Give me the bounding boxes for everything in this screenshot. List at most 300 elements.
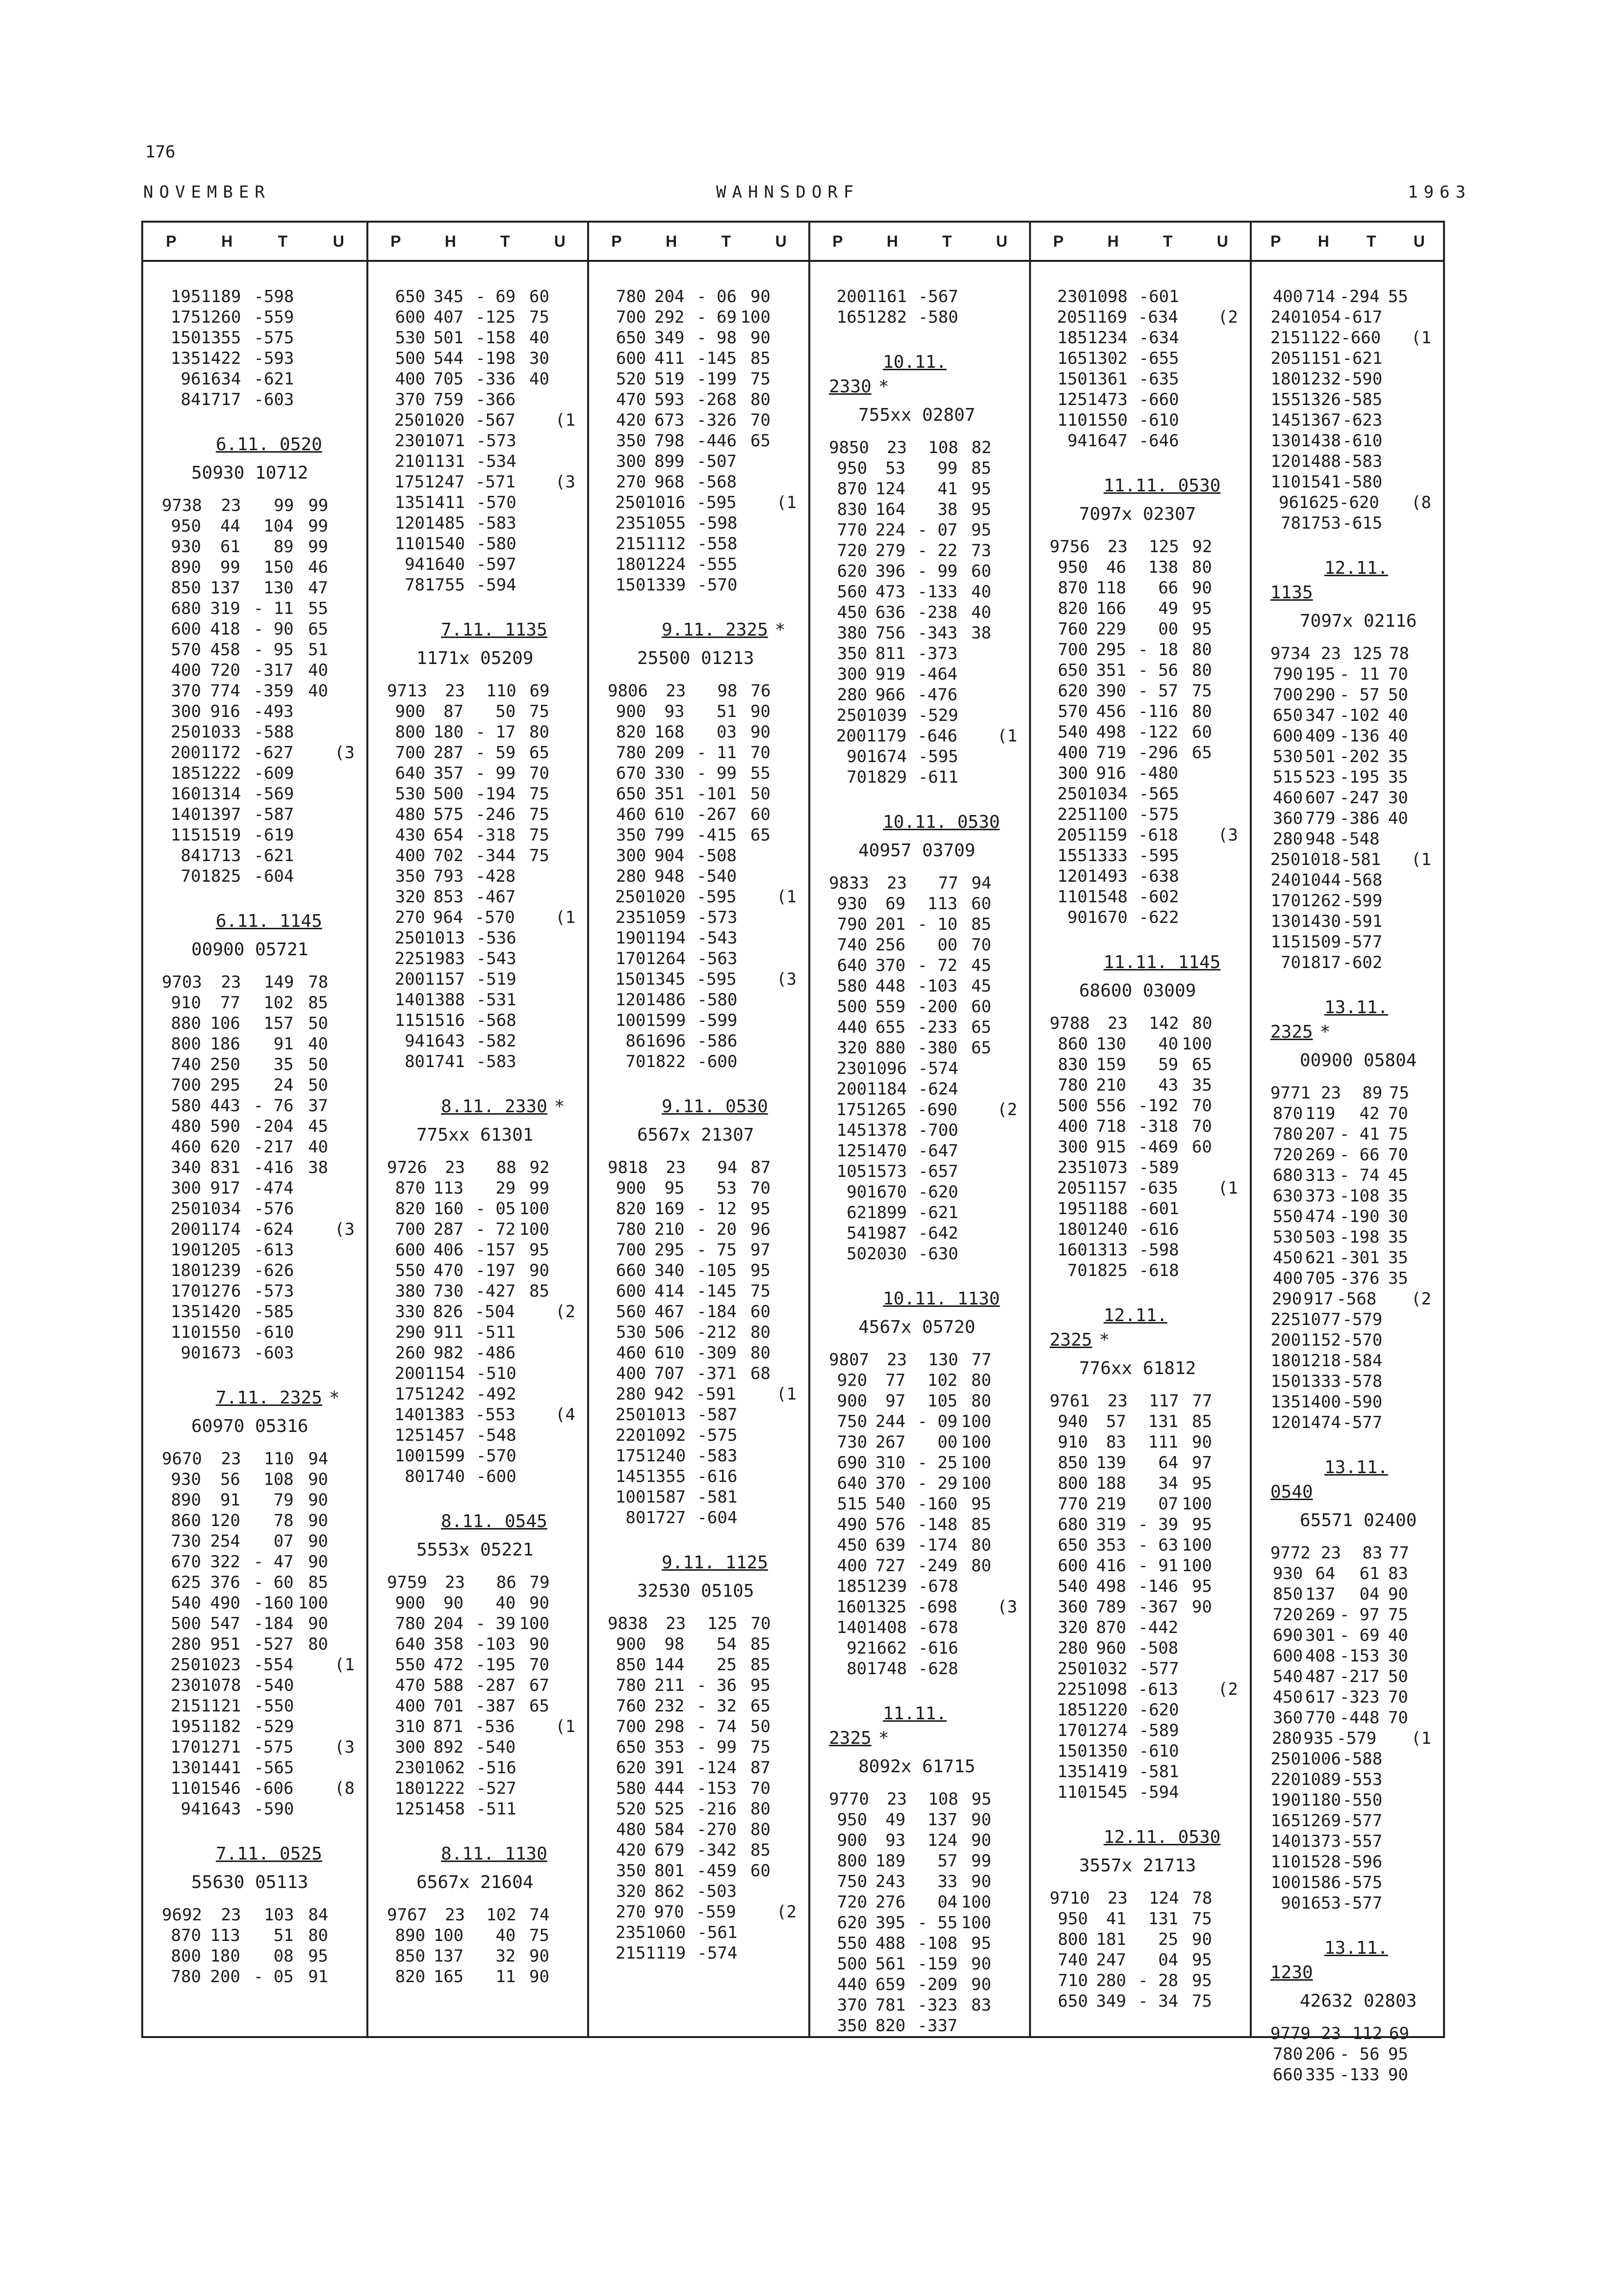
table-cell [1409,1392,1431,1412]
table-cell: 150 [171,328,201,348]
table-cell: -630 [918,1244,958,1264]
table-cell: 1516 [425,1011,465,1030]
table-cell: -428 [475,867,516,886]
table-cell [549,1240,575,1260]
table-cell: 756 [875,623,906,643]
sounding-heading [829,1702,1017,1751]
table-cell: - 99 [917,561,958,581]
table-row [1270,1831,1431,1852]
table-row [608,1634,797,1655]
table-cell [991,1017,1017,1038]
table-cell [1178,825,1211,845]
table-row [829,1556,1017,1576]
table-row [387,1593,575,1613]
table-cell: 373 [1305,1186,1336,1206]
table-cell: 610 [654,805,685,824]
table-cell: 104 [263,516,294,536]
table-cell [991,1432,1017,1453]
table-cell: 298 [654,1717,685,1736]
table-cell: 1422 [201,349,241,368]
table-cell: 720 [1272,1145,1303,1165]
table-cell: -647 [918,1141,958,1161]
table-cell: -153 [1339,1646,1380,1666]
table-cell: -124 [696,1758,737,1778]
column-header-label: H [1317,232,1329,250]
table-cell [771,1613,797,1634]
table-cell [1408,1563,1431,1584]
table-row [608,369,797,389]
table-cell: 65 [1192,743,1212,763]
table-cell: -387 [475,1696,516,1716]
table-cell: 51 [717,702,737,721]
table-cell [1382,1309,1409,1330]
table-row [387,534,575,554]
table-cell [549,1905,575,1925]
table-cell: 150 [615,969,645,989]
table-cell [1212,1556,1238,1576]
table-row [1270,1852,1431,1872]
table-cell: - 72 [475,1220,516,1239]
table-row [162,1925,355,1946]
table-cell: 1159 [1087,825,1128,845]
table-cell: 1271 [201,1737,241,1757]
table-cell [991,1473,1017,1494]
table-row [162,1034,355,1054]
table-cell: 75 [1192,681,1212,701]
table-cell: 95 [308,1946,329,1966]
table-cell: 500 [171,1614,201,1633]
table-row [829,1370,1017,1391]
table-row [829,1913,1017,1933]
table-row [162,1966,355,1987]
table-cell [549,1425,575,1446]
table-cell: 190 [1270,1790,1301,1810]
table-cell [958,1120,992,1141]
table-cell: -343 [917,623,958,643]
table-cell: 870 [1057,578,1088,598]
table-cell: 470 [395,1676,426,1695]
table-cell: 105 [836,1162,867,1181]
table-cell: 1717 [201,390,241,409]
table-row [829,1017,1017,1038]
table-cell [771,410,797,431]
table-row [1050,1157,1238,1178]
table-cell: - 74 [696,1717,737,1736]
table-cell: 1643 [201,1799,241,1819]
table-cell [991,893,1017,914]
table-cell: 94 [181,1799,201,1819]
table-cell: 780 [171,1967,201,1987]
table-cell [549,1199,575,1219]
table-cell: 654 [433,825,464,845]
sounding-block [1270,1455,1431,1913]
table-cell: -534 [476,452,516,471]
table-cell: 108 [263,1470,294,1489]
table-cell: 1098 [1087,1680,1128,1699]
table-cell [516,990,550,1010]
table-cell [771,722,797,742]
table-cell: -599 [697,1011,738,1030]
table-cell: -467 [475,887,516,907]
table-row [387,1322,575,1343]
table-cell [1382,932,1409,952]
table-cell: 144 [654,1655,685,1675]
table-row [1050,784,1238,804]
table-cell [1382,1769,1409,1790]
table-cell: 54 [717,1634,737,1654]
table-row [1270,685,1431,705]
table-cell: 75 [529,805,549,824]
table-cell [1212,845,1238,866]
table-cell [294,1178,328,1199]
table-cell [991,746,1017,767]
table-cell: 209 [654,743,685,763]
table-cell: 1458 [425,1799,465,1819]
table-cell [771,1425,797,1446]
table-row [1270,1563,1431,1584]
table-cell: 1262 [1301,891,1341,911]
table-cell [737,1943,771,1964]
table-row [608,1881,797,1902]
table-cell [991,1182,1017,1202]
table-cell: -602 [1342,953,1383,972]
table-cell [1409,1330,1431,1351]
table-row [608,1240,797,1260]
table-cell: 119 [1305,1104,1336,1123]
table-cell: 110 [171,1323,201,1342]
sounding-heading [608,1095,797,1119]
table-cell: 41 [1106,1909,1127,1929]
table-cell: 820 [616,1199,646,1219]
table-cell: 232 [654,1696,685,1716]
table-row [1270,369,1431,389]
table-cell [328,866,355,887]
table-cell [328,328,355,348]
table-cell: 140 [394,1405,425,1425]
table-cell: -621 [254,369,294,389]
table-cell [328,1905,355,1925]
table-cell: 131 [1148,1412,1179,1431]
table-column [143,223,366,2036]
table-cell: (4 [555,1405,575,1425]
table-cell [737,845,771,866]
table-cell: -238 [917,603,958,622]
table-cell: 95 [971,520,991,540]
sounding-ident: 40957 03709 [858,841,976,861]
table-cell: 1260 [201,307,241,327]
table-cell: 942 [654,1384,684,1404]
table-cell: 243 [875,1872,906,1891]
sounding-block [608,1095,797,1528]
table-cell: 1540 [425,534,465,554]
table-cell: -616 [1138,1220,1179,1239]
table-cell: 530 [395,328,426,348]
table-cell [328,1137,355,1157]
table-cell [991,1514,1017,1535]
table-row [1050,1411,1238,1432]
table-row [162,639,355,660]
table-cell [328,389,355,410]
table-cell: -595 [918,747,958,766]
table-cell [549,969,575,990]
table-row [162,1675,355,1696]
table-cell [991,499,1017,520]
table-cell: 180 [433,722,464,742]
table-cell [328,1260,355,1281]
table-cell [771,451,797,472]
table-cell: -626 [254,1261,294,1280]
table-cell: 1545 [1087,1783,1128,1802]
table-cell: 61 [220,537,240,557]
table-cell: 474 [1305,1207,1336,1226]
table-cell [737,866,771,887]
table-cell [1179,1741,1212,1761]
table-row [1050,639,1238,660]
sounding-block [387,1842,575,1987]
table-cell: 130 [1270,431,1301,451]
table-cell [1382,1872,1409,1893]
table-cell: 11 [495,1967,516,1987]
table-cell [328,1925,355,1946]
table-cell: - 76 [253,1096,294,1116]
table-cell: 89 [273,537,294,557]
table-cell [737,451,771,472]
sounding-date: 9.11. 0530 [662,1097,768,1117]
table-cell: 625 [171,1573,201,1592]
table-cell: 1493 [1087,867,1128,886]
table-cell: 70 [1388,664,1408,684]
table-row [608,492,797,513]
table-cell: 75 [529,307,549,327]
table-cell [1212,1096,1238,1116]
table-cell: 80 [308,1926,329,1945]
table-cell: 235 [1057,1158,1088,1177]
table-cell: 60 [529,287,549,306]
table-cell: 100 [519,1220,549,1239]
table-row [387,1301,575,1322]
table-cell: -246 [475,805,516,824]
table-cell: 170 [615,949,646,969]
table-cell: -610 [254,1323,294,1342]
table-cell: -580 [697,990,738,1010]
table-cell: 705 [1305,1269,1336,1288]
table-cell: 269 [1305,1145,1336,1165]
table-cell: 80 [971,1535,991,1555]
table-cell [991,1617,1017,1638]
table-cell: 90 [971,1831,991,1850]
table-cell [991,1556,1017,1576]
table-cell: -570 [1342,1330,1383,1350]
sounding-date: 12.11. 0530 [1104,1827,1221,1847]
table-cell: 95 [971,500,991,519]
table-cell: 115 [394,1011,425,1030]
table-cell [1212,536,1238,557]
table-cell [328,1593,355,1613]
table-row [608,348,797,369]
table-cell: -386 [1339,809,1380,828]
table-row [387,389,575,410]
table-cell [328,619,355,639]
table-cell [1409,1769,1431,1790]
table-cell: 319 [1096,1515,1127,1534]
table-cell [991,873,1017,893]
table-row [1270,1872,1431,1893]
table-cell [991,1350,1017,1370]
column-header-label: H [221,232,233,250]
table-cell: 64 [1158,1453,1179,1473]
table-cell: -577 [1342,932,1383,952]
table-cell: 250 [615,887,645,907]
table-cell: 862 [654,1882,685,1901]
table-cell: 800 [171,1946,201,1966]
table-cell [549,742,575,763]
table-cell [1212,1391,1238,1411]
table-row [829,1576,1017,1597]
table-cell: 890 [171,1490,201,1510]
sounding-date: 12.11. 1135 [1270,558,1389,603]
table-cell [1408,1666,1431,1687]
table-cell: -543 [476,949,516,969]
table-row [162,1634,355,1655]
table-cell [328,825,355,845]
table-cell [991,1411,1017,1432]
table-cell [1212,1075,1238,1096]
table-cell [958,1576,992,1597]
table-row [1270,726,1431,746]
table-cell: 700 [1272,685,1303,705]
table-cell: -570 [474,908,515,927]
table-cell [516,928,550,948]
table-cell: 820 [1057,599,1088,618]
table-cell [771,928,797,948]
table-cell: 1016 [645,493,686,512]
table-cell: 290 [1305,685,1336,705]
table-cell: 1373 [1301,1832,1341,1851]
table-cell: 110 [1270,472,1301,492]
table-row [162,825,355,845]
table-cell: 96 [750,1220,771,1239]
table-row [1050,307,1238,328]
column-header-label: P [390,232,401,250]
table-row [387,1157,575,1178]
table-cell: 215 [615,534,646,554]
table-cell: 540 [875,1494,906,1514]
table-cell: -540 [254,1676,294,1695]
table-cell: 113 [433,1178,464,1198]
table-cell: 155 [1270,390,1301,409]
table-cell: 51 [273,1926,294,1945]
table-row [387,763,575,784]
table-cell: 87 [443,702,464,721]
table-cell: -337 [917,2016,958,2036]
table-cell: 774 [210,681,240,701]
table-row [1270,746,1431,767]
table-cell [771,907,797,928]
table-cell: 830 [1057,1055,1088,1074]
column-header-label: T [500,232,510,250]
table-cell: 515 [1272,767,1303,787]
sounding-mark: * [878,1728,889,1748]
table-cell [1212,1453,1238,1473]
table-cell: 120 [1057,867,1088,886]
table-cell: 57 [1106,1412,1127,1431]
table-cell: 130 [928,1350,958,1370]
table-cell: 1550 [201,1323,241,1342]
table-cell: 950 [1057,1909,1088,1929]
table-cell: 1018 [1300,850,1341,869]
sounding-heading [1270,995,1431,1045]
table-cell [771,1404,797,1425]
table-cell: 1441 [201,1758,241,1778]
table-cell: 130 [1270,912,1301,931]
table-cell: - 98 [696,328,737,348]
table-cell: -575 [697,1426,738,1445]
table-cell: 550 [1272,1207,1303,1226]
table-cell: -184 [696,1302,737,1322]
table-cell: - 60 [253,1573,294,1592]
sounding-ident: 68600 03009 [1079,981,1196,1001]
table-row [1270,1186,1431,1206]
table-cell: 1528 [1301,1852,1341,1872]
table-row [829,1830,1017,1851]
table-cell [1409,1351,1431,1371]
table-cell: -103 [475,1634,516,1654]
table-cell: 100 [961,1913,991,1933]
sounding-heading [829,350,1017,399]
table-cell: 440 [837,1975,868,1994]
table-cell: 41 [937,479,958,499]
table-cell: (1 [555,908,576,927]
table-cell: 530 [1272,747,1303,766]
table-row [162,701,355,722]
table-cell: -184 [253,1614,294,1633]
table-cell: 550 [395,1655,426,1675]
table-cell: -678 [918,1577,958,1596]
table-cell: 117 [1149,1391,1179,1411]
table-cell: 350 [616,825,646,845]
table-cell [991,1370,1017,1391]
table-cell [549,1655,575,1675]
column-header [368,223,587,262]
table-row [1050,1638,1238,1658]
sounding-ident: 7097x 02116 [1300,611,1417,631]
table-row [608,1778,797,1799]
table-cell [549,1157,575,1178]
table-cell: 23 [221,972,241,992]
sounding-date: 7.11. 1135 [441,620,547,640]
table-cell: 200 [210,1967,240,1987]
table-cell: 40 [308,1137,329,1157]
table-cell: 799 [654,825,685,845]
table-cell: 40 [308,1034,329,1054]
table-cell: 78 [405,575,425,595]
table-cell: - 29 [917,1474,958,1493]
table-cell [1382,1371,1409,1392]
table-cell: - 56 [1339,2044,1380,2064]
table-cell: 506 [654,1323,685,1342]
table-cell: 90 [847,1182,867,1202]
table-cell: -550 [254,1696,294,1716]
table-cell: -103 [917,976,958,996]
sounding-date: 9.11. 1125 [662,1553,768,1573]
table-cell: 160 [433,1199,464,1219]
column-header [1252,223,1443,262]
table-cell: -598 [1138,1240,1179,1260]
table-row [1050,1514,1238,1535]
table-cell [1408,1227,1431,1248]
table-cell: 124 [927,1831,958,1850]
table-row [608,1902,797,1922]
